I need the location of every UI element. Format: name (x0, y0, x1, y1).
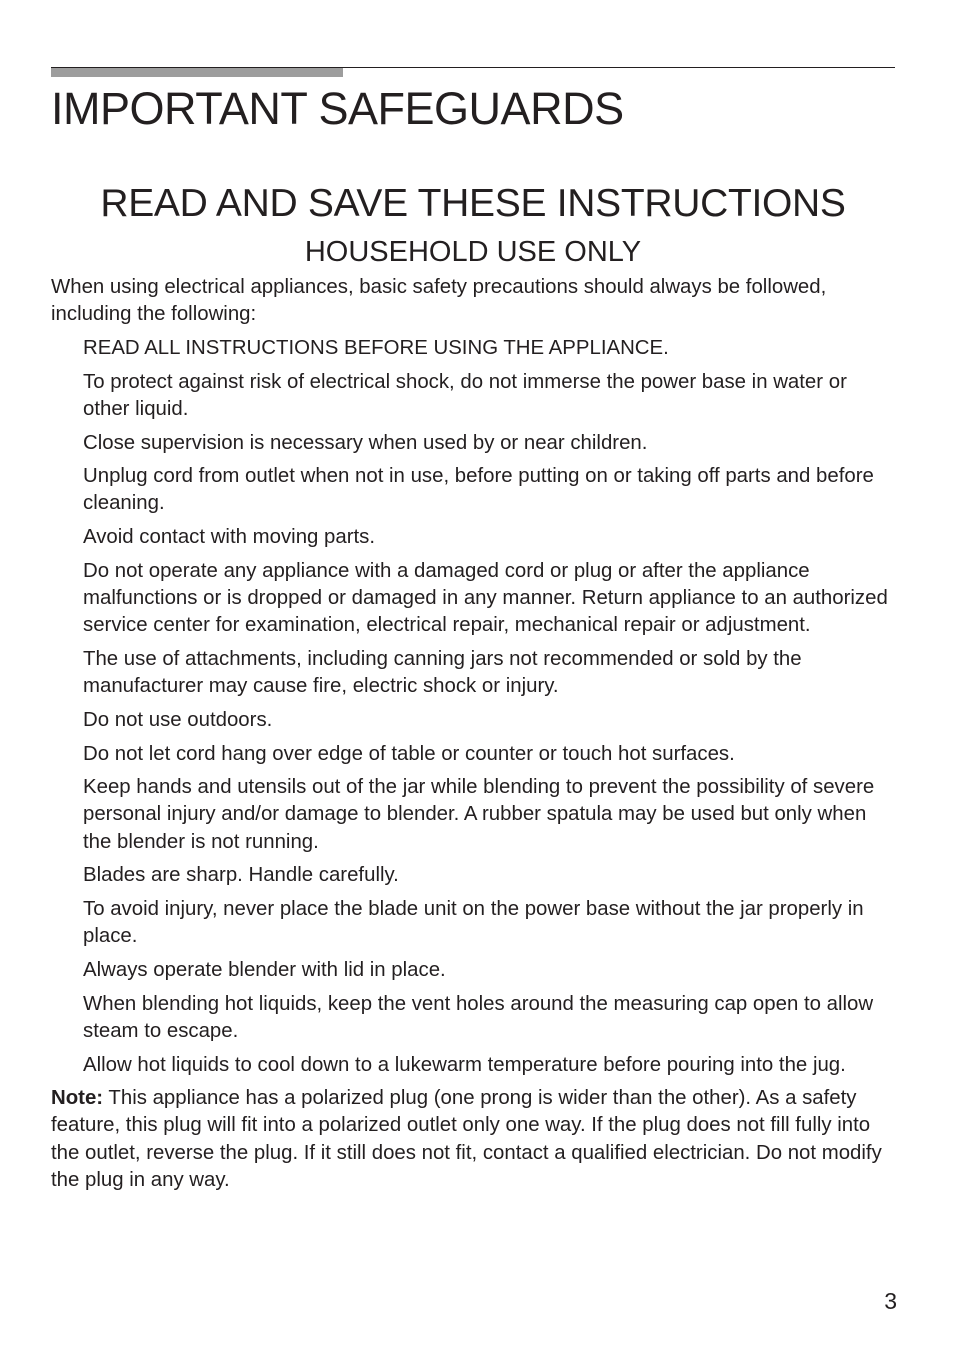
safeguard-item: Blades are sharp. Handle carefully. (83, 864, 399, 887)
intro-paragraph: When using electrical appliances, basic safety precautions should always be followed, including the following: (51, 276, 827, 326)
safeguard-list (51, 335, 897, 1079)
safeguard-item: Always operate blender with lid in place. (83, 958, 446, 981)
note-paragraph (51, 1085, 897, 1194)
safeguard-item: The use of attachments, including canning jars not recommended or sold by the manufacturer may cause fire, electric shock or injury. (83, 647, 802, 698)
safeguard-item: Unplug cord from outlet when not in use, before putting on or taking off parts and before cleaning. (83, 465, 874, 515)
safeguard-item: Do not operate any appliance with a damaged cord or plug or after the appliance malfunctions or is dropped or damaged in any manner. Return appliance to an authorized service center for examination, electrical repair, mechanical repair or adjustment. (83, 559, 888, 637)
note-label: Note: (51, 1087, 104, 1110)
note-text: This appliance has a polarized plug (one prong is wider than the other). As a safety feature, this plug will fit into a polarized outlet only one way. If the plug does not fill fully into the outlet, reverse the plug. If it still does not fit, contact a qualified electrician. Do not modify the plug in any way. (51, 1087, 882, 1191)
safeguard-item: READ ALL INSTRUCTIONS BEFORE USING THE APPLIANCE. (83, 336, 669, 359)
safeguard-item: Close supervision is necessary when used by or near children. (83, 431, 648, 454)
safeguard-item: Avoid contact with moving parts. (83, 526, 376, 549)
safeguard-item: Keep hands and utensils out of the jar while blending to prevent the possibility of severe personal injury and/or damage to blender. A rubber spatula may be used but only when the blender is not running. (83, 776, 875, 853)
safeguard-item: To avoid injury, never place the blade unit on the power base without the jar properly in place. (83, 898, 864, 948)
safeguard-item: Allow hot liquids to cool down to a lukewarm temperature before pouring into the jug. (83, 1053, 846, 1076)
header-accent-bar (51, 68, 343, 77)
page-number: 3 (884, 1288, 897, 1314)
page-title: IMPORTANT SAFEGUARDS (51, 83, 624, 134)
safeguard-item: Do not use outdoors. (83, 708, 273, 731)
safeguards-content (51, 274, 897, 1194)
safeguard-item: To protect against risk of electrical shock, do not immerse the power base in water or other liquid. (83, 370, 847, 420)
safeguard-item: When blending hot liquids, keep the vent holes around the measuring cap open to allow steam to escape. (83, 992, 874, 1042)
section-subheading: HOUSEHOLD USE ONLY (304, 236, 642, 268)
safeguard-item: Do not let cord hang over edge of table or counter or touch hot surfaces. (83, 742, 735, 765)
section-heading: READ AND SAVE THESE INSTRUCTIONS (100, 182, 846, 225)
